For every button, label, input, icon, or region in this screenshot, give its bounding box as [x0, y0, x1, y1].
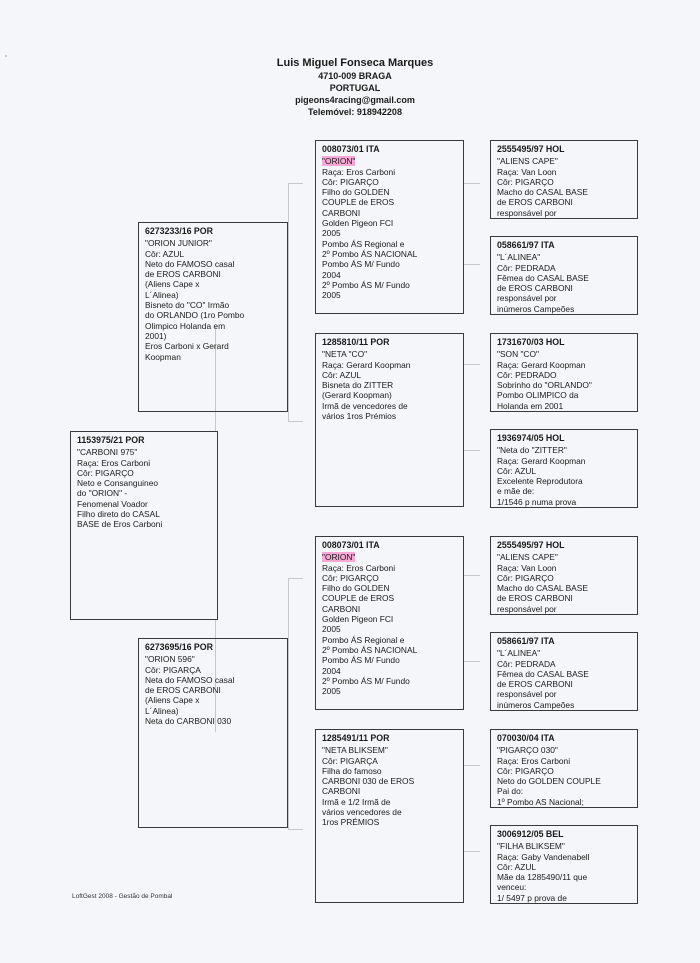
box-line: 2º Pombo ÁS NACIONAL — [322, 644, 418, 655]
ring-number: 1731670/03 HOL — [497, 337, 565, 347]
box-line: Pombo ÁS Regional e — [322, 634, 405, 645]
box-line: vários 1ros Prémios — [322, 411, 397, 422]
ring-number: 2555495/97 HOL — [497, 144, 565, 154]
box-line: Raça: Gaby Vandenabell — [497, 851, 590, 862]
box-line: Fêmea do CASAL BASE — [497, 272, 589, 283]
pedigree-box-great-grandparent-6 — [490, 632, 638, 711]
box-line: Holanda em 2001 — [497, 400, 564, 411]
pedigree-box-great-grandparent-3 — [490, 333, 638, 412]
box-line: Excelente Reprodutora — [497, 476, 583, 487]
box-line: de EROS CARBONI — [145, 685, 221, 696]
ring-number: 058661/97 ITA — [497, 636, 555, 646]
pedigree-box-subject — [70, 431, 218, 620]
box-line: COUPLE de EROS — [322, 197, 395, 208]
box-line: Bisneto do "CO" Irmão — [145, 300, 230, 311]
box-line: Raça: Eros Carboni — [322, 166, 396, 177]
box-line: do "ORION" - — [77, 488, 128, 499]
box-line: Raça: Van Loon — [497, 166, 557, 177]
box-line: COUPLE de EROS — [322, 593, 395, 604]
box-line: Côr: PEDRADA — [497, 658, 556, 669]
pedigree-box-granddam-paternal — [315, 333, 464, 507]
box-line: Côr: PIGARÇO — [322, 176, 379, 187]
ring-number: 6273695/16 POR — [145, 642, 213, 652]
pedigree-box-dam — [138, 638, 288, 828]
ring-number: 6273233/16 POR — [145, 226, 213, 236]
box-line: Neto do FAMOSO casal — [145, 258, 235, 269]
box-line: de EROS CARBONI — [497, 593, 573, 604]
box-line: Raça: Eros Carboni — [322, 562, 396, 573]
box-line: de EROS CARBONI — [145, 269, 221, 280]
box-line: responsável por — [497, 603, 557, 614]
box-line: Filho direto do CASAL — [77, 509, 160, 520]
box-line: Olimpico Holanda em — [145, 320, 226, 331]
box-line: Côr: AZUL — [322, 369, 362, 380]
box-line: (Aliens Cape x — [145, 695, 200, 706]
box-line: 2001) — [145, 330, 167, 341]
owner-phone: Telemóvel: 918942208 — [308, 107, 402, 117]
box-line: Côr: PIGARÇO — [497, 572, 554, 583]
box-line: "CARBONI 975" — [77, 447, 138, 458]
box-line: Koopman — [145, 351, 181, 362]
box-line — [322, 156, 457, 166]
pedigree-box-great-grandparent-2 — [490, 236, 638, 315]
pedigree-box-grandsire-paternal — [315, 140, 464, 314]
box-line: Filha do famoso — [322, 765, 382, 776]
box-line: "NETA "CO" — [322, 349, 368, 360]
box-line: (Aliens Cape x — [145, 279, 200, 290]
pedigree-box-great-grandparent-7 — [490, 729, 638, 808]
box-line: 1º Pombo AS Nacional; — [497, 796, 584, 807]
box-line — [322, 552, 457, 562]
box-line: 2004 — [322, 269, 341, 280]
highlighted-name: "ORION" — [322, 552, 356, 563]
pedigree-box-grandsire-maternal — [315, 536, 464, 710]
box-line: "ALIENS CAPE" — [497, 552, 558, 563]
box-line: Pombo ÁS M/ Fundo — [322, 259, 400, 270]
box-line: Raça: Gerard Koopman — [497, 359, 586, 370]
box-line: Côr: AZUL — [145, 248, 185, 259]
box-line: responsável por — [497, 293, 557, 304]
box-line: 2005 — [322, 290, 341, 301]
box-line: "NETA BLIKSEM" — [322, 745, 388, 756]
box-line: do ORLANDO (1ro Pombo — [145, 310, 245, 321]
box-line: Raça: Eros Carboni — [77, 457, 151, 468]
box-line: L´Alinea) — [145, 289, 179, 300]
box-line: Côr: PIGARÇO — [497, 765, 554, 776]
box-line: Golden Pigeon FCI — [322, 218, 394, 229]
box-line: Macho do CASAL BASE — [497, 583, 588, 594]
box-line: Neta do FAMOSO casal — [145, 674, 235, 685]
pedigree-box-granddam-maternal — [315, 729, 464, 903]
pedigree-box-great-grandparent-1 — [490, 140, 638, 219]
box-line: 1/1546 p numa prova — [497, 496, 577, 507]
connector — [463, 364, 480, 451]
box-line: Côr: PIGARÇO — [322, 572, 379, 583]
box-line: 2005 — [322, 228, 341, 239]
box-line: "SON "CO" — [497, 349, 539, 360]
box-line: Côr: PIGARÇA — [322, 755, 378, 766]
box-line: Mãe da 1285490/11 que — [497, 872, 588, 883]
box-line: de EROS CARBONI — [497, 679, 573, 690]
box-line: Côr: PIGARÇO — [77, 467, 134, 478]
pedigree-box-great-grandparent-5 — [490, 536, 638, 615]
box-line: Irmã e 1/2 Irmã de — [322, 796, 391, 807]
box-line: Fêmea do CASAL BASE — [497, 668, 589, 679]
box-line: 2º Pombo ÁS M/ Fundo — [322, 675, 410, 686]
box-line: Côr: AZUL — [497, 465, 537, 476]
box-line: "ORION JUNIOR" — [145, 238, 212, 249]
box-line: Côr: PEDRADO — [497, 369, 557, 380]
box-line: "Neta do "ZITTER" — [497, 445, 567, 456]
box-line: responsável por — [497, 207, 557, 218]
box-line: "ORION 596" — [145, 654, 195, 665]
box-line: vários vencedores de — [322, 807, 402, 818]
box-line: "L´ALINEA" — [497, 648, 541, 659]
software-footer: LoftGest 2008 - Gestão de Pombal — [72, 893, 173, 900]
box-line: e mãe de: — [497, 486, 535, 497]
box-line: Irmã de vencedores de — [322, 400, 408, 411]
box-line: Filho do GOLDEN — [322, 187, 390, 198]
box-line: CARBONI — [322, 207, 361, 218]
owner-country: PORTUGAL — [329, 83, 381, 93]
pedigree-box-sire — [138, 222, 288, 412]
box-line: 1ros PRÉMIOS — [322, 817, 380, 828]
box-line: Neta do CARBONI 030 — [145, 716, 232, 727]
box-line: Bisneta do ZITTER — [322, 380, 394, 391]
box-line: BASE de Eros Carboni — [77, 519, 163, 530]
box-line: Macho do CASAL BASE — [497, 187, 588, 198]
connector — [463, 575, 480, 662]
ring-number: 070030/04 ITA — [497, 733, 555, 743]
box-line: 1/ 5497 p prova de — [497, 892, 567, 903]
box-line: 2º Pombo ÁS M/ Fundo — [322, 279, 410, 290]
ring-number: 3006912/05 BEL — [497, 829, 564, 839]
pedigree-box-great-grandparent-4 — [490, 429, 638, 508]
ring-number: 1285810/11 POR — [322, 337, 390, 347]
box-line: responsável por — [497, 689, 557, 700]
owner-address: 4710-009 BRAGA — [318, 71, 392, 81]
box-line: de EROS CARBONI — [497, 197, 573, 208]
box-line: 2º Pombo ÁS NACIONAL — [322, 248, 418, 259]
box-line: venceu: — [497, 882, 527, 893]
box-line: Golden Pigeon FCI — [322, 614, 394, 625]
box-line: inúmeros Campeões — [497, 303, 575, 314]
box-line: CARBONI — [322, 603, 361, 614]
box-line: Pombo OLIMPICO da — [497, 390, 579, 401]
box-line: CARBONI 030 de EROS — [322, 776, 415, 787]
box-line: Filho do GOLDEN — [322, 583, 390, 594]
box-line: Raça: Van Loon — [497, 562, 557, 573]
box-line: Pombo ÁS M/ Fundo — [322, 655, 400, 666]
box-line: Neto do GOLDEN COUPLE — [497, 776, 601, 787]
box-line: "ALIENS CAPE" — [497, 156, 558, 167]
box-line: inúmeros Campeões — [497, 699, 575, 710]
box-line: "L´ALINEA" — [497, 252, 541, 263]
box-line: Côr: PIGARÇA — [145, 664, 201, 675]
box-line: Côr: PEDRADA — [497, 262, 556, 273]
scan-speck — [5, 55, 7, 57]
ring-number: 008073/01 ITA — [322, 540, 380, 550]
box-line: "PIGARÇO 030" — [497, 745, 558, 756]
box-line: CARBONI — [322, 786, 361, 797]
box-line: Côr: AZUL — [497, 861, 537, 872]
connector — [463, 765, 480, 852]
box-line: Fenomenal Voador — [77, 498, 148, 509]
ring-number: 1153975/21 POR — [77, 435, 145, 445]
box-line: Pai do: — [497, 786, 524, 797]
connector — [288, 578, 303, 830]
ring-number: 2555495/97 HOL — [497, 540, 565, 550]
box-line: L´Alinea) — [145, 705, 179, 716]
ring-number: 008073/01 ITA — [322, 144, 380, 154]
box-line: 2005 — [322, 686, 341, 697]
box-line: (Gerard Koopman) — [322, 390, 392, 401]
connector — [463, 183, 480, 265]
ring-number: 1936974/05 HOL — [497, 433, 565, 443]
owner-email: pigeons4racing@gmail.com — [295, 95, 415, 105]
box-line: 2005 — [322, 624, 341, 635]
connector — [288, 183, 303, 422]
box-line: Raça: Eros Carboni — [497, 755, 571, 766]
box-line: Raça: Gerard Koopman — [322, 359, 411, 370]
box-line: de EROS CARBONI — [497, 283, 573, 294]
highlighted-name: "ORION" — [322, 156, 356, 167]
pedigree-box-great-grandparent-8 — [490, 825, 638, 904]
box-line: Neto e Consanguineo — [77, 478, 159, 489]
box-line: 2004 — [322, 665, 341, 676]
box-line: Raça: Gerard Koopman — [497, 455, 586, 466]
box-line: Eros Carboni x Gerard — [145, 341, 229, 352]
box-line: Sobrinho do "ORLANDO" — [497, 380, 592, 391]
owner-name: Luis Miguel Fonseca Marques — [276, 57, 434, 69]
box-line: "FILHA BLIKSEM" — [497, 841, 565, 852]
ring-number: 1285491/11 POR — [322, 733, 390, 743]
box-line: Côr: PIGARÇO — [497, 176, 554, 187]
ring-number: 058661/97 ITA — [497, 240, 555, 250]
box-line: Pombo ÁS Regional e — [322, 238, 405, 249]
owner-header — [200, 57, 510, 118]
